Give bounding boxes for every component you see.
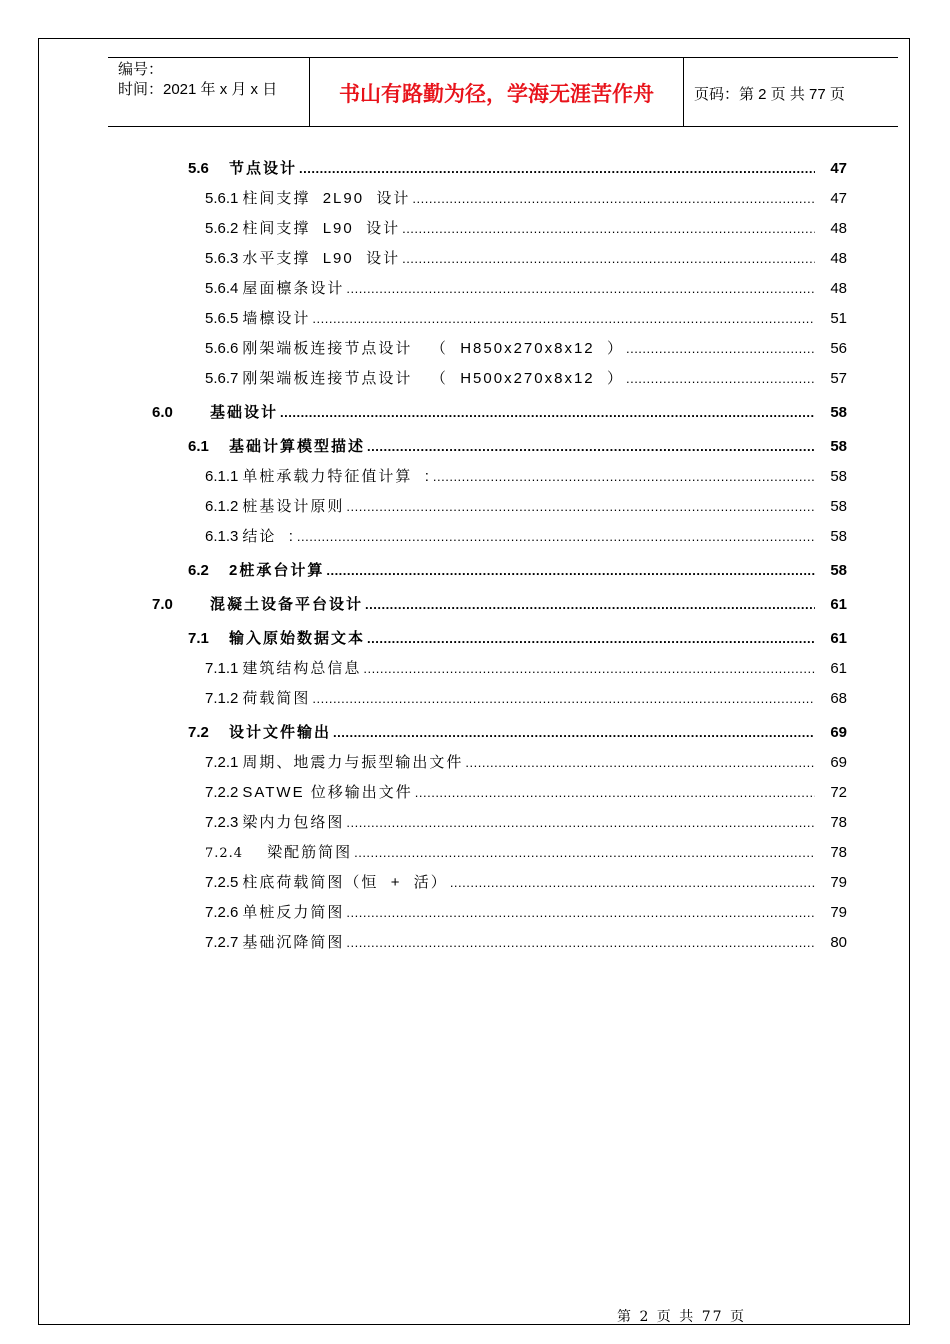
toc-entry[interactable] xyxy=(205,188,847,210)
toc-entry-page: 48 xyxy=(830,280,847,297)
toc-leader-dots xyxy=(363,658,815,680)
toc-leader-dots xyxy=(450,872,815,894)
toc-entry-text: 输入原始数据文本 xyxy=(229,630,366,647)
toc-entry-number: 5.6.4 xyxy=(205,280,239,297)
toc-entry-title xyxy=(205,752,463,774)
toc-leader-dots xyxy=(367,436,815,458)
toc-entry[interactable] xyxy=(205,368,847,390)
toc-entry-text: 单桩反力简图 xyxy=(242,904,345,921)
toc-entry-title xyxy=(205,188,410,210)
toc-entry-title xyxy=(205,338,624,360)
toc-entry-title xyxy=(188,436,365,458)
toc-entry-page: 79 xyxy=(830,874,847,891)
toc-leader-dots xyxy=(354,842,815,864)
toc-entry-page: 69 xyxy=(830,724,847,741)
toc-leader-dots xyxy=(626,368,815,390)
toc-entry[interactable] xyxy=(188,628,847,650)
toc-entry-page: 58 xyxy=(830,528,847,545)
toc-entry-title xyxy=(205,658,361,680)
toc-leader-dots xyxy=(312,308,815,330)
toc-leader-dots xyxy=(299,158,815,180)
toc-leader-dots xyxy=(433,466,815,488)
toc-entry-title xyxy=(205,526,295,548)
toc-leader-dots xyxy=(402,218,815,240)
toc-entry[interactable] xyxy=(205,932,847,954)
toc-entry[interactable] xyxy=(205,842,847,864)
toc-entry-title xyxy=(188,560,324,582)
toc-entry-page: 61 xyxy=(830,630,847,647)
toc-entry-title xyxy=(205,308,310,330)
toc-entry[interactable] xyxy=(205,872,847,894)
toc-entry-page: 47 xyxy=(830,160,847,177)
toc-entry-title xyxy=(188,722,331,744)
toc-entry-number: 7.1.1 xyxy=(205,660,239,677)
toc-entry-title xyxy=(205,932,344,954)
toc-entry[interactable] xyxy=(205,782,847,804)
toc-entry-text: 混凝土设备平台设计 xyxy=(210,596,364,613)
toc-entry[interactable] xyxy=(205,526,847,548)
toc-entry-text: 柱间支撑 2L90 设计 xyxy=(242,190,411,207)
toc-entry-title xyxy=(205,872,448,894)
toc-entry[interactable] xyxy=(205,812,847,834)
toc-entry-page: 56 xyxy=(830,340,847,357)
toc-entry-number: 7.2.2 xyxy=(205,784,239,801)
toc-leader-dots xyxy=(297,526,815,548)
toc-entry-number: 7.0 xyxy=(152,596,173,613)
toc-entry[interactable] xyxy=(205,658,847,680)
toc-entry-text: 节点设计 xyxy=(229,160,298,177)
toc-entry-page: 78 xyxy=(830,844,847,861)
document-number-label: 编号： xyxy=(118,61,164,78)
toc-leader-dots xyxy=(346,932,815,954)
toc-entry-number: 7.2.1 xyxy=(205,754,239,771)
toc-entry-number: 6.1 xyxy=(188,438,209,455)
toc-entry-text: 梁配筋简图 xyxy=(267,844,353,861)
toc-leader-dots xyxy=(465,752,815,774)
toc-entry[interactable] xyxy=(205,902,847,924)
toc-entry-number: 7.2.7 xyxy=(205,934,239,951)
toc-entry-page: 72 xyxy=(830,784,847,801)
toc-entry-number: 5.6.7 xyxy=(205,370,239,387)
toc-entry-number: 6.1.3 xyxy=(205,528,239,545)
toc-entry-number: 6.0 xyxy=(152,404,173,421)
toc-entry-number: 5.6 xyxy=(188,160,209,177)
toc-leader-dots xyxy=(312,688,815,710)
toc-leader-dots xyxy=(280,402,815,424)
toc-entry-title xyxy=(205,688,310,710)
toc-entry[interactable] xyxy=(205,752,847,774)
toc-entry[interactable] xyxy=(188,436,847,458)
toc-entry-text: 刚架端板连接节点设计 （ H500x270x8x12 ） xyxy=(242,370,624,387)
toc-entry-number: 5.6.2 xyxy=(205,220,239,237)
toc-entry-page: 51 xyxy=(830,310,847,327)
toc-entry-text: 基础沉降简图 xyxy=(242,934,345,951)
toc-entry-number: 7.2.4 xyxy=(205,846,244,861)
toc-entry-page: 57 xyxy=(830,370,847,387)
toc-entry-text: 柱底荷载简图（恒 + 活） xyxy=(242,874,448,891)
document-time-label: 时间：2021 年 x 月 x 日 xyxy=(118,81,278,98)
toc-entry-title xyxy=(205,902,344,924)
toc-entry[interactable] xyxy=(152,594,847,616)
toc-leader-dots xyxy=(367,628,815,650)
toc-entry-text: 刚架端板连接节点设计 （ H850x270x8x12 ） xyxy=(242,340,624,357)
toc-entry-text: 柱间支撑 L90 设计 xyxy=(242,220,401,237)
toc-entry-text: 屋面檩条设计 xyxy=(242,280,345,297)
toc-entry-number: 7.2.6 xyxy=(205,904,239,921)
toc-entry-text: 设计文件输出 xyxy=(229,724,332,741)
toc-entry[interactable] xyxy=(188,560,847,582)
toc-entry-title xyxy=(188,628,365,650)
toc-leader-dots xyxy=(626,338,815,360)
header-page-info: 页码：第 2 页 共 77 页 xyxy=(694,85,845,103)
toc-entry-number: 7.2.5 xyxy=(205,874,239,891)
toc-entry-title xyxy=(205,466,431,488)
toc-entry-text: 单桩承载力特征值计算 : xyxy=(242,468,431,485)
toc-entry-text: 荷载简图 xyxy=(242,690,311,707)
toc-entry-title xyxy=(205,842,352,865)
toc-entry-text: 建筑结构总信息 xyxy=(242,660,362,677)
toc-entry-page: 58 xyxy=(830,562,847,579)
toc-entry-page: 48 xyxy=(830,250,847,267)
toc-leader-dots xyxy=(326,560,815,582)
toc-leader-dots xyxy=(346,902,815,924)
toc-entry-title xyxy=(205,248,400,270)
toc-entry-page: 78 xyxy=(830,814,847,831)
toc-leader-dots xyxy=(365,594,815,616)
toc-entry-number: 6.2 xyxy=(188,562,209,579)
toc-entry-text: 结论 : xyxy=(242,528,295,545)
toc-leader-dots xyxy=(346,278,815,300)
toc-entry-title xyxy=(205,278,344,300)
toc-entry-text: 墙檩设计 xyxy=(242,310,311,327)
toc-entry[interactable] xyxy=(205,688,847,710)
toc-entry-number: 7.1 xyxy=(188,630,209,647)
toc-leader-dots xyxy=(333,722,815,744)
toc-entry[interactable] xyxy=(188,158,847,180)
toc-entry-page: 68 xyxy=(830,690,847,707)
toc-leader-dots xyxy=(346,812,815,834)
toc-entry-number: 5.6.1 xyxy=(205,190,239,207)
toc-entry[interactable] xyxy=(205,218,847,240)
toc-entry-number: 7.2.3 xyxy=(205,814,239,831)
toc-entry-text: 基础设计 xyxy=(210,404,279,421)
toc-entry[interactable] xyxy=(205,248,847,270)
header-motto: 书山有路勤为径，学海无涯苦作舟 xyxy=(310,58,684,126)
toc-entry-number: 6.1.2 xyxy=(205,498,239,515)
toc-entry-text: 桩基设计原则 xyxy=(242,498,345,515)
toc-entry-page: 61 xyxy=(830,596,847,613)
toc-entry[interactable] xyxy=(205,496,847,518)
toc-entry-number: 6.1.1 xyxy=(205,468,239,485)
toc-entry-title xyxy=(152,402,278,424)
page-footer: 第 2 页 共 77 页 xyxy=(617,1309,746,1325)
page-header xyxy=(108,57,898,127)
toc-entry-title xyxy=(205,368,624,390)
toc-entry-text: 周期、地震力与振型输出文件 xyxy=(242,754,464,771)
toc-entry-page: 79 xyxy=(830,904,847,921)
toc-entry-number: 7.2 xyxy=(188,724,209,741)
toc-entry-page: 47 xyxy=(830,190,847,207)
toc-entry-text: 水平支撑 L90 设计 xyxy=(242,250,401,267)
toc-entry-number: 5.6.6 xyxy=(205,340,239,357)
toc-entry-page: 58 xyxy=(830,468,847,485)
toc-entry-text: SATWE 位移输出文件 xyxy=(242,784,413,801)
toc-entry-page: 48 xyxy=(830,220,847,237)
toc-entry-page: 80 xyxy=(830,934,847,951)
toc-entry-title xyxy=(205,218,400,240)
toc-entry[interactable] xyxy=(205,308,847,330)
toc-entry-text: 2桩承台计算 xyxy=(229,562,325,579)
toc-entry[interactable] xyxy=(205,466,847,488)
toc-entry-page: 58 xyxy=(830,404,847,421)
toc-entry-number: 5.6.3 xyxy=(205,250,239,267)
header-meta xyxy=(108,58,310,126)
toc-entry-title xyxy=(205,782,413,804)
toc-entry-number: 5.6.5 xyxy=(205,310,239,327)
toc-entry-title xyxy=(205,812,344,834)
toc-entry[interactable] xyxy=(188,722,847,744)
toc-entry-title xyxy=(152,594,363,616)
toc-entry-page: 69 xyxy=(830,754,847,771)
toc-entry-title xyxy=(205,496,344,518)
toc-entry-title xyxy=(188,158,297,180)
toc-entry[interactable] xyxy=(205,278,847,300)
toc-leader-dots xyxy=(412,188,815,210)
toc-entry-page: 61 xyxy=(830,660,847,677)
toc-leader-dots xyxy=(402,248,815,270)
toc-entry-text: 基础计算模型描述 xyxy=(229,438,366,455)
toc-leader-dots xyxy=(415,782,815,804)
toc-entry-number: 7.1.2 xyxy=(205,690,239,707)
toc-entry-page: 58 xyxy=(830,438,847,455)
toc-entry-page: 58 xyxy=(830,498,847,515)
toc-leader-dots xyxy=(346,496,815,518)
toc-entry[interactable] xyxy=(152,402,847,424)
toc-entry[interactable] xyxy=(205,338,847,360)
toc-entry-text: 梁内力包络图 xyxy=(242,814,345,831)
